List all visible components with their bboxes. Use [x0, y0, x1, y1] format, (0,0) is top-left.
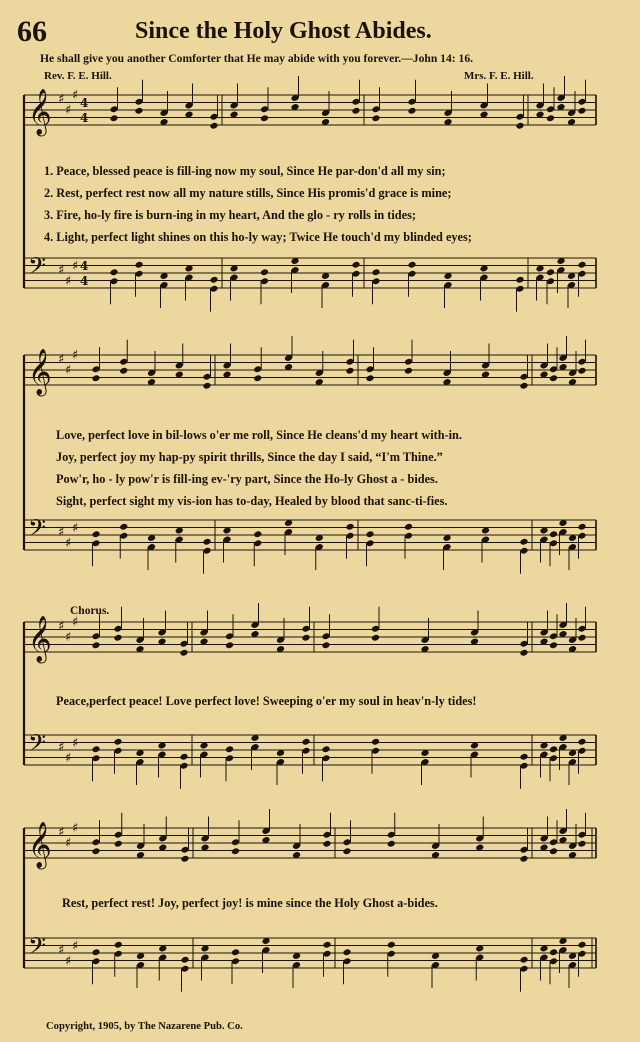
treble-clef-icon: 𝄞: [28, 616, 52, 662]
time-signature-top: 4: [80, 96, 89, 110]
notehead: [119, 367, 128, 375]
verse-4-line-1: 4. Light, perfect light shines on this ho-ly way; Twice He touch'd my blinded eyes;: [44, 230, 472, 244]
sharp-icon: ♯: [58, 263, 65, 278]
notehead: [180, 956, 189, 964]
notehead: [515, 122, 524, 130]
chorus-line-2: Rest, perfect rest! Joy, perfect joy! is mine since the Holy Ghost a-bides.: [62, 896, 438, 910]
verse-3-line-1: 3. Fire, ho-ly fire is burn-ing in my heart, And the glo - ry rolls in tides;: [44, 208, 416, 222]
treble-clef-icon: 𝄞: [28, 89, 52, 135]
sharp-icon: ♯: [58, 92, 65, 107]
notehead: [577, 523, 586, 531]
notehead: [515, 276, 524, 284]
notehead: [179, 753, 188, 761]
notehead: [113, 634, 122, 642]
notehead: [577, 941, 586, 949]
verse-2-line-2: Joy, perfect joy my hap-py spirit thrills, Since the day I said, “I'm Thine.”: [56, 450, 443, 464]
sharp-icon: ♯: [58, 619, 65, 634]
bass-clef-icon: 𝄢: [28, 252, 47, 285]
notehead: [546, 114, 555, 122]
notehead: [179, 649, 188, 657]
verse-1-line-2: Love, perfect love in bil-lows o'er me roll, Since He cleans'd my heart with-in.: [56, 428, 462, 442]
notehead: [114, 941, 123, 949]
sharp-icon: ♯: [72, 521, 79, 536]
notehead: [577, 107, 586, 115]
notehead: [387, 941, 396, 949]
sharp-icon: ♯: [65, 751, 72, 766]
notehead: [519, 649, 528, 657]
notehead: [321, 745, 330, 753]
sharp-icon: ♯: [72, 88, 79, 103]
sharp-icon: ♯: [72, 615, 79, 630]
notehead: [546, 268, 555, 276]
copyright-notice: Copyright, 1905, by The Nazarene Pub. Co.: [46, 1021, 243, 1032]
verse-4-line-2: Sight, perfect sight my vis-ion has to-day, Healed by blood that sanc-ti-fies.: [56, 494, 448, 508]
sharp-icon: ♯: [58, 352, 65, 367]
notehead: [322, 840, 331, 848]
verse-2-line-1: 2. Rest, perfect rest now all my nature stills, Since His promis'd grace is mine;: [44, 186, 452, 200]
chorus-label: Chorus.: [70, 605, 110, 617]
notehead: [345, 367, 354, 375]
verse-1-line-1: 1. Peace, blessed peace is fill-ing now my soul, Since He par-don'd all my sin;: [44, 164, 446, 178]
chorus-line-1: Peace,perfect peace! Love perfect love! Sweeping o'er my soul in heav'n-ly tides!: [56, 694, 477, 708]
notehead: [91, 530, 100, 538]
sharp-icon: ♯: [65, 630, 72, 645]
notehead: [407, 107, 416, 115]
sharp-icon: ♯: [65, 954, 72, 969]
notehead: [209, 276, 218, 284]
notehead: [91, 374, 100, 382]
notehead: [577, 634, 586, 642]
notehead: [371, 738, 380, 746]
bass-clef-icon: 𝄢: [28, 729, 47, 762]
notehead: [404, 367, 413, 375]
notehead: [322, 941, 331, 949]
notehead: [577, 261, 586, 269]
notehead: [321, 641, 330, 649]
notehead: [577, 738, 586, 746]
notehead: [342, 948, 351, 956]
hymn-number: 66: [17, 15, 47, 48]
notehead: [371, 268, 380, 276]
notehead: [407, 261, 416, 269]
notehead: [202, 382, 211, 390]
notehead: [225, 641, 234, 649]
sharp-icon: ♯: [58, 525, 65, 540]
notehead: [114, 840, 123, 848]
notehead: [301, 738, 310, 746]
notehead: [549, 374, 558, 382]
sharp-icon: ♯: [72, 348, 79, 363]
hymn-title: Since the Holy Ghost Abides.: [135, 18, 432, 44]
notehead: [345, 523, 354, 531]
notehead: [549, 847, 558, 855]
notehead: [519, 382, 528, 390]
notehead: [119, 523, 128, 531]
time-signature-bottom: 4: [80, 274, 89, 288]
notehead: [253, 374, 262, 382]
time-signature-bottom: 4: [80, 111, 89, 125]
notehead: [577, 840, 586, 848]
notehead: [260, 114, 269, 122]
notehead: [404, 523, 413, 531]
notehead: [371, 114, 380, 122]
notehead: [351, 261, 360, 269]
notehead: [91, 745, 100, 753]
sharp-icon: ♯: [58, 825, 65, 840]
sharp-icon: ♯: [58, 740, 65, 755]
sharp-icon: ♯: [65, 363, 72, 378]
notehead: [549, 948, 558, 956]
notehead: [387, 840, 396, 848]
notehead: [209, 122, 218, 130]
notehead: [253, 530, 262, 538]
notehead: [301, 634, 310, 642]
sharp-icon: ♯: [58, 943, 65, 958]
notehead: [231, 948, 240, 956]
notehead: [109, 114, 118, 122]
sharp-icon: ♯: [72, 736, 79, 751]
sharp-icon: ♯: [72, 259, 79, 274]
notehead: [109, 268, 118, 276]
sharp-icon: ♯: [65, 836, 72, 851]
notehead: [519, 956, 528, 964]
notehead: [577, 367, 586, 375]
notehead: [342, 847, 351, 855]
notehead: [91, 847, 100, 855]
notehead: [519, 753, 528, 761]
notehead: [519, 855, 528, 863]
notehead: [134, 107, 143, 115]
notehead: [549, 745, 558, 753]
sharp-icon: ♯: [72, 939, 79, 954]
notehead: [365, 374, 374, 382]
notehead: [351, 107, 360, 115]
notehead: [549, 530, 558, 538]
notehead: [180, 855, 189, 863]
notehead: [91, 948, 100, 956]
notehead: [202, 538, 211, 546]
bass-clef-icon: 𝄢: [28, 514, 47, 547]
notehead: [225, 745, 234, 753]
notehead: [113, 738, 122, 746]
words-credit: Rev. F. E. Hill.: [44, 70, 112, 82]
scripture-epigraph: He shall give you another Comforter that He may abide with you forever.—John 14: 16.: [40, 52, 474, 65]
notehead: [91, 641, 100, 649]
notehead: [260, 268, 269, 276]
treble-clef-icon: 𝄞: [28, 822, 52, 868]
notehead: [371, 634, 380, 642]
notehead: [549, 641, 558, 649]
music-credit: Mrs. F. E. Hill.: [464, 70, 534, 82]
bass-clef-icon: 𝄢: [28, 932, 47, 965]
time-signature-top: 4: [80, 259, 89, 273]
treble-clef-icon: 𝄞: [28, 349, 52, 395]
sharp-icon: ♯: [65, 536, 72, 551]
verse-3-line-2: Pow'r, ho - ly pow'r is fill-ing ev-'ry part, Since the Ho-ly Ghost a - bides.: [56, 472, 438, 486]
sharp-icon: ♯: [65, 274, 72, 289]
notehead: [365, 530, 374, 538]
sharp-icon: ♯: [65, 103, 72, 118]
sharp-icon: ♯: [72, 821, 79, 836]
notehead: [134, 261, 143, 269]
notehead: [231, 847, 240, 855]
notehead: [519, 538, 528, 546]
